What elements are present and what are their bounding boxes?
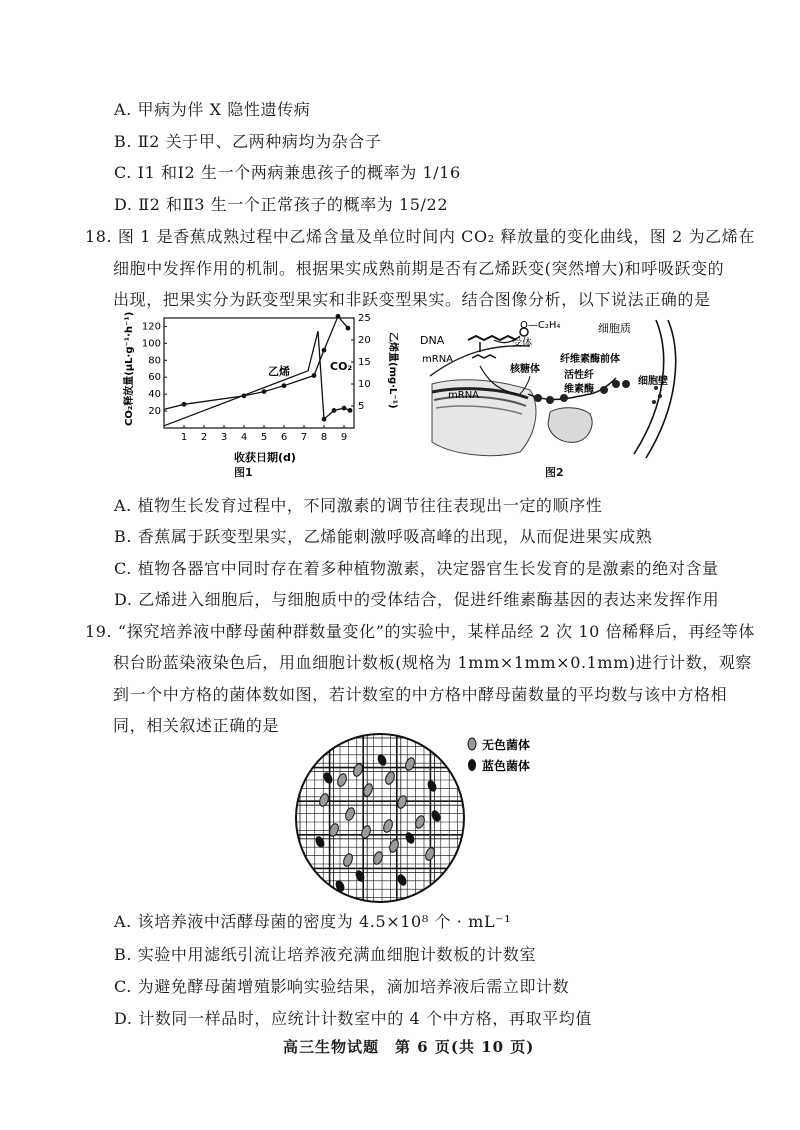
- q19-option-b: B. 实验中用滤纸引流让培养液充满血细胞计数板的计数室: [114, 945, 537, 964]
- blue-yeast-cell: [396, 873, 408, 887]
- series-point-0: [182, 402, 187, 407]
- y2-tick-label: 15: [358, 357, 371, 368]
- legend-colorless: 无色菌体: [482, 738, 531, 752]
- chart-y2label: 乙烯量(mg·L⁻¹): [387, 332, 398, 409]
- series-point-1: [332, 408, 337, 413]
- colorless-cell-icon: [468, 738, 476, 750]
- q19-option-c: C. 为避免酵母菌增殖影响实验结果，滴加培养液后需立即计数: [114, 977, 570, 996]
- y-tick-label: 100: [141, 338, 161, 350]
- chart-axes: [142, 313, 371, 443]
- y-tick-label: 120: [141, 321, 161, 333]
- q19-option-d: D. 计数同一样品时，应统计计数室中的 4 个中方格，再取平均值: [114, 1009, 592, 1028]
- label-ribosome: 核糖体: [510, 364, 540, 375]
- q17-option-d: D. Ⅱ2 和Ⅱ3 生一个正常孩子的概率为 15/22: [114, 195, 449, 214]
- label-cytoplasm: 细胞质: [598, 322, 631, 335]
- q17-option-c: C. Ⅰ1 和Ⅰ2 生一个两病兼患孩子的概率为 1/16: [114, 163, 461, 182]
- label-cell-wall: 细胞壁: [638, 376, 668, 387]
- y2-tick-label: 20: [358, 335, 371, 346]
- series-point-0: [336, 314, 341, 319]
- series-point-0: [322, 348, 327, 353]
- x-tick-label: 1: [180, 432, 188, 443]
- q18-option-b: B. 香蕉属于跃变型果实，乙烯能刺激呼吸高峰的出现，从而促进果实成熟: [114, 527, 653, 546]
- q17-option-a: A. 甲病为伴 X 隐性遗传病: [114, 100, 311, 119]
- label-c2h4: O—C₂H₄: [520, 320, 561, 331]
- x-tick-label: 4: [240, 432, 248, 443]
- colorless-yeast-cell: [404, 757, 416, 772]
- y2-tick-label: 5: [358, 401, 365, 412]
- colorless-yeast-cell: [352, 763, 364, 778]
- q18-option-d: D. 乙烯进入细胞后，与细胞质中的受体结合，促进纤维素酶基因的表达来发挥作用: [114, 590, 720, 609]
- x-tick-label: 7: [300, 432, 308, 443]
- series-point-0: [312, 373, 317, 378]
- blue-cell-icon: [468, 759, 476, 771]
- chart-series: [164, 314, 352, 426]
- label-active-1: 活性纤: [564, 370, 594, 381]
- chart-annotation-co2: CO₂: [330, 360, 353, 373]
- active-enzyme-icon: [548, 408, 592, 443]
- label-mrna-2: mRNA: [448, 390, 480, 401]
- series-point-1: [342, 406, 347, 411]
- x-tick-label: 3: [220, 432, 228, 443]
- blue-yeast-cell: [426, 779, 438, 793]
- y-tick-label: 80: [148, 355, 161, 367]
- series-point-0: [262, 389, 267, 394]
- hemocytometer-grid-figure: [290, 730, 550, 910]
- q19-stem-line-1: 19. “探究培养液中酵母菌种群数量变化”的实验中，某样品经 2 次 10 倍稀释后，再经等体: [85, 622, 755, 641]
- legend-blue: 蓝色菌体: [482, 759, 531, 773]
- q19-option-a: A. 该培养液中活酵母菌的密度为 4.5×10⁸ 个 · mL⁻¹: [114, 912, 512, 931]
- blue-yeast-cell: [430, 809, 442, 823]
- series-point-0: [346, 326, 351, 331]
- y-tick-label: 20: [148, 406, 161, 418]
- chart-ylabel: CO₂释放量(μL·g⁻¹·h⁻¹): [124, 311, 135, 426]
- q19-stem-line-4: 同，相关叙述正确的是: [113, 716, 280, 735]
- label-mrna-1: mRNA: [422, 354, 454, 365]
- colorless-yeast-cell: [388, 839, 400, 854]
- series-point-1: [322, 417, 327, 422]
- chart-annotation-ethylene: 乙烯: [268, 365, 290, 378]
- chart-xlabel: 收获日期(d): [234, 451, 296, 464]
- q18-stem-line-2: 细胞中发挥作用的机制。根据果实成熟前期是否有乙烯跃变(突然增大)和呼吸跃变的: [113, 259, 725, 278]
- q19-stem-line-3: 到一个中方格的菌体数如图，若计数室的中方格中酵母菌数量的平均数与该中方格相: [113, 685, 728, 704]
- x-tick-label: 2: [200, 432, 208, 443]
- colorless-yeast-cell: [342, 853, 354, 868]
- blue-yeast-cell: [404, 831, 416, 845]
- figure-1-chart: [118, 310, 418, 470]
- chart-frame: [164, 318, 354, 428]
- series-point-0: [282, 383, 287, 388]
- q18-option-a: A. 植物生长发育过程中，不同激素的调节往往表现出一定的顺序性: [114, 496, 603, 515]
- y2-tick-label: 25: [358, 313, 371, 324]
- colorless-yeast-cell: [360, 825, 372, 840]
- colorless-yeast-cell: [344, 807, 356, 822]
- x-tick-label: 5: [260, 432, 268, 443]
- page-footer: 高三生物试题 第 6 页(共 10 页): [283, 1038, 535, 1056]
- colorless-yeast-cell: [384, 771, 396, 786]
- dna-strand: [468, 336, 516, 340]
- colorless-yeast-cell: [336, 773, 348, 788]
- label-precursor: 纤维素酶前体: [560, 354, 620, 365]
- series-point-1: [348, 408, 353, 413]
- x-tick-label: 8: [320, 432, 328, 443]
- blue-yeast-cell: [322, 771, 334, 785]
- q18-stem-line-1: 18. 图 1 是香蕉成熟过程中乙烯含量及单位时间内 CO₂ 释放量的变化曲线，图 2 为乙烯在: [85, 227, 755, 246]
- y-tick-label: 60: [148, 372, 161, 384]
- q18-option-c: C. 植物各器官中同时存在着多种植物激素，决定器官生长发育的是激素的绝对含量: [114, 559, 719, 578]
- q19-stem-line-2: 积台盼蓝染液染色后，用血细胞计数板(规格为 1mm×1mm×0.1mm)进行计数，观察: [113, 653, 753, 672]
- colorless-yeast-cell: [382, 819, 394, 834]
- figure-2-diagram: [420, 314, 690, 464]
- figure-1-caption: 图1: [234, 466, 253, 479]
- q17-option-b: B. Ⅱ2 关于甲、乙两种病均为杂合子: [114, 132, 382, 151]
- label-receptor: 受体: [512, 338, 532, 349]
- label-active-2: 维素酶: [564, 384, 594, 395]
- y-tick-label: 40: [148, 389, 161, 401]
- series-line-1: [164, 331, 353, 426]
- label-dna: DNA: [420, 334, 445, 347]
- q18-stem-line-3: 出现，把果实分为跃变型果实和非跃变型果实。结合图像分析，以下说法正确的是: [113, 290, 711, 309]
- figure-2-caption: 图2: [545, 466, 564, 479]
- x-tick-label: 9: [340, 432, 348, 443]
- y2-tick-label: 10: [358, 379, 371, 390]
- x-tick-label: 6: [280, 432, 288, 443]
